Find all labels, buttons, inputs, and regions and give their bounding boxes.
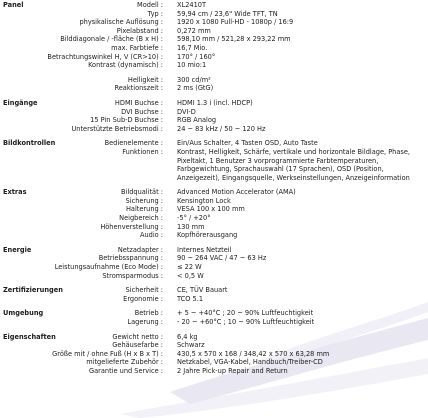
spec-label: DVI Buchse :: [121, 107, 163, 116]
spec-label: Kontrast (dynamisch) :: [88, 61, 163, 70]
spec-row: [0, 139, 428, 148]
spec-value: 6,4 kg: [177, 332, 198, 341]
spec-row: [0, 35, 428, 44]
spec-label: mitgelieferte Zubehör :: [86, 358, 163, 367]
spec-value: 2 Jahre Pick-up Repair and Return: [177, 366, 288, 375]
spec-label: Leistungsaufnahme (Eco Mode) :: [54, 263, 163, 272]
section-title: Bildkontrollen: [3, 139, 56, 148]
spec-section: [0, 139, 428, 182]
spec-row: [0, 44, 428, 53]
spec-section: [0, 76, 428, 93]
spec-value: 59,94 cm / 23,6" Wide TFT, TN: [177, 9, 278, 18]
spec-value: Netzkabel, VGA-Kabel, Handbuch/Treiber-CD: [177, 358, 323, 367]
spec-row: [0, 214, 428, 223]
spec-row: [0, 27, 428, 36]
spec-value: TCO 5.1: [177, 294, 204, 303]
spec-row: [0, 197, 428, 206]
spec-label: Größe mit / ohne Fuß (H x B x T) :: [52, 349, 163, 358]
spec-value: 430,5 x 570 x 168 / 348,42 x 570 x 63,28 mm: [177, 349, 330, 358]
spec-label: Netzadapter :: [117, 245, 163, 254]
spec-label: Betrachtungswinkel H, V (CR>10) :: [47, 52, 163, 61]
spec-section: [0, 333, 428, 376]
spec-label: Sicherheit :: [125, 286, 163, 295]
spec-value: Ein/Aus Schalter, 4 Tasten OSD, Auto Taste: [177, 139, 318, 148]
spec-row: [0, 286, 428, 295]
spec-row: [0, 76, 428, 85]
spec-value: 10 mio:1: [177, 61, 207, 70]
spec-row: [0, 10, 428, 19]
spec-row: [0, 318, 428, 327]
spec-row: [0, 358, 428, 367]
spec-value: 300 cd/m²: [177, 75, 211, 84]
spec-row: [0, 231, 428, 240]
spec-row: [0, 246, 428, 255]
spec-row: [0, 174, 428, 183]
spec-row: [0, 350, 428, 359]
spec-label: Bildqualität :: [121, 188, 163, 197]
spec-section: [0, 188, 428, 240]
spec-label: max. Farbtiefe :: [111, 43, 163, 52]
spec-value: Schwarz: [177, 341, 205, 350]
spec-label: Audio :: [139, 231, 163, 240]
spec-value: HDMI 1.3 i (incl. HDCP): [177, 98, 253, 107]
spec-row: [0, 254, 428, 263]
spec-row: [0, 1, 428, 10]
spec-label: Ergonomie :: [123, 294, 163, 303]
spec-row: [0, 367, 428, 376]
spec-row: [0, 263, 428, 272]
spec-value: Kontrast, Helligkeit, Schärfe, vertikale und horizontale Bildlage, Phase,: [177, 147, 410, 156]
spec-row: [0, 295, 428, 304]
section-title: Extras: [3, 188, 27, 197]
spec-label: Lagerung :: [127, 318, 163, 326]
spec-value: Pixeltakt, 1 Benutzer 3 vorprogrammierte Farbtemperaturen,: [177, 156, 379, 165]
section-title: Umgebung: [3, 309, 44, 318]
spec-value: VESA 100 x 100 mm: [177, 205, 245, 214]
spec-label: Betrieb :: [134, 309, 163, 318]
spec-row: [0, 18, 428, 27]
spec-section: [0, 246, 428, 280]
spec-value: 598,10 mm / 521,28 x 293,22 mm: [177, 35, 291, 44]
section-title: Zertifizierungen: [3, 286, 63, 295]
spec-value: < 0,5 W: [177, 271, 204, 280]
spec-value: Advanced Motion Accelerator (AMA): [177, 188, 296, 197]
spec-label: 15 Pin Sub-D Buchse :: [90, 116, 163, 125]
spec-row: [0, 84, 428, 93]
spec-row: [0, 223, 428, 232]
spec-row: [0, 148, 428, 157]
section-title: Eingänge: [3, 98, 38, 107]
spec-label: Typ :: [147, 9, 163, 18]
spec-value: ≤ 22 W: [177, 263, 202, 272]
spec-value: Anzeigezeit), Eingangsquelle, Werkseinstellungen, Anzeigeinformation: [177, 173, 410, 182]
spec-label: Reaktionszeit :: [114, 84, 163, 93]
spec-label: Höhenverstellung :: [100, 222, 163, 231]
spec-label: Funktionen :: [122, 147, 163, 156]
spec-value: RGB Analog: [177, 116, 217, 125]
spec-section: [0, 99, 428, 133]
spec-value: 2 ms (GtG): [177, 84, 214, 93]
spec-value: 130 mm: [177, 222, 205, 231]
spec-label: Garantie und Service :: [89, 366, 163, 375]
spec-label: Pixelabstand :: [116, 26, 163, 35]
spec-value: + 5 ~ +40°C ; 20 ~ 90% Luftfeuchtigkeit: [177, 309, 314, 318]
spec-value: 0,272 mm: [177, 26, 211, 35]
spec-value: CE, TÜV Bauart: [177, 286, 228, 295]
section-title: Energie: [3, 245, 32, 254]
spec-label: Bilddiagonale / -fläche (B x H) :: [60, 35, 163, 44]
spec-row: [0, 53, 428, 62]
spec-row: [0, 108, 428, 117]
spec-label: Halterung :: [125, 205, 163, 214]
spec-label: Betriebsspannung :: [98, 254, 163, 263]
spec-row: [0, 188, 428, 197]
spec-label: Helligkeit :: [127, 75, 163, 84]
section-title: Panel: [3, 1, 24, 9]
spec-label: Neigbereich :: [119, 214, 163, 223]
spec-value: Farbgewichtung, Sprachauswahl (17 Sprachen), OSD (Position,: [177, 165, 384, 174]
spec-value: Kensington Lock: [177, 196, 231, 205]
spec-row: [0, 309, 428, 318]
spec-label: Gehäusefarbe :: [112, 341, 163, 350]
spec-section: [0, 1, 428, 70]
spec-row: [0, 157, 428, 166]
spec-row: [0, 205, 428, 214]
spec-row: [0, 116, 428, 125]
spec-value: 1920 x 1080 Full-HD - 1080p / 16:9: [177, 18, 294, 27]
spec-label: Stromsparmodus :: [102, 271, 163, 280]
spec-label: physikalische Auflösung :: [79, 18, 163, 27]
spec-row: [0, 272, 428, 281]
spec-label: Sicherung :: [125, 196, 163, 205]
spec-row: [0, 99, 428, 108]
spec-value: -5° / +20°: [177, 214, 211, 223]
spec-value: 24 ~ 83 kHz / 50 ~ 120 Hz: [177, 124, 266, 133]
spec-label: HDMI Buchse :: [114, 98, 163, 107]
spec-row: [0, 61, 428, 70]
spec-value: 170° / 160°: [177, 52, 216, 61]
spec-value: 16,7 Mio.: [177, 43, 208, 52]
spec-sheet: [0, 1, 428, 376]
spec-value: - 20 ~ +60°C ; 10 ~ 90% Luftfeuchtigkeit: [177, 318, 315, 326]
spec-label: Unterstützte Betriebsmodi :: [71, 124, 163, 133]
spec-section: [0, 309, 428, 326]
spec-label: Bedienelemente :: [104, 139, 163, 148]
spec-section: [0, 286, 428, 303]
spec-row: [0, 125, 428, 134]
spec-label: Modell :: [137, 1, 163, 9]
spec-row: [0, 165, 428, 174]
spec-value: XL2410T: [177, 1, 206, 9]
spec-label: Gewicht netto :: [112, 332, 163, 341]
spec-row: [0, 333, 428, 342]
section-title: Eigenschaften: [3, 332, 56, 341]
spec-value: Internes Netzteil: [177, 245, 232, 254]
spec-value: 90 ~ 264 VAC / 47 ~ 63 Hz: [177, 254, 267, 263]
spec-value: Kopfhörerausgang: [177, 231, 238, 240]
spec-row: [0, 341, 428, 350]
spec-value: DVI-D: [177, 107, 196, 116]
